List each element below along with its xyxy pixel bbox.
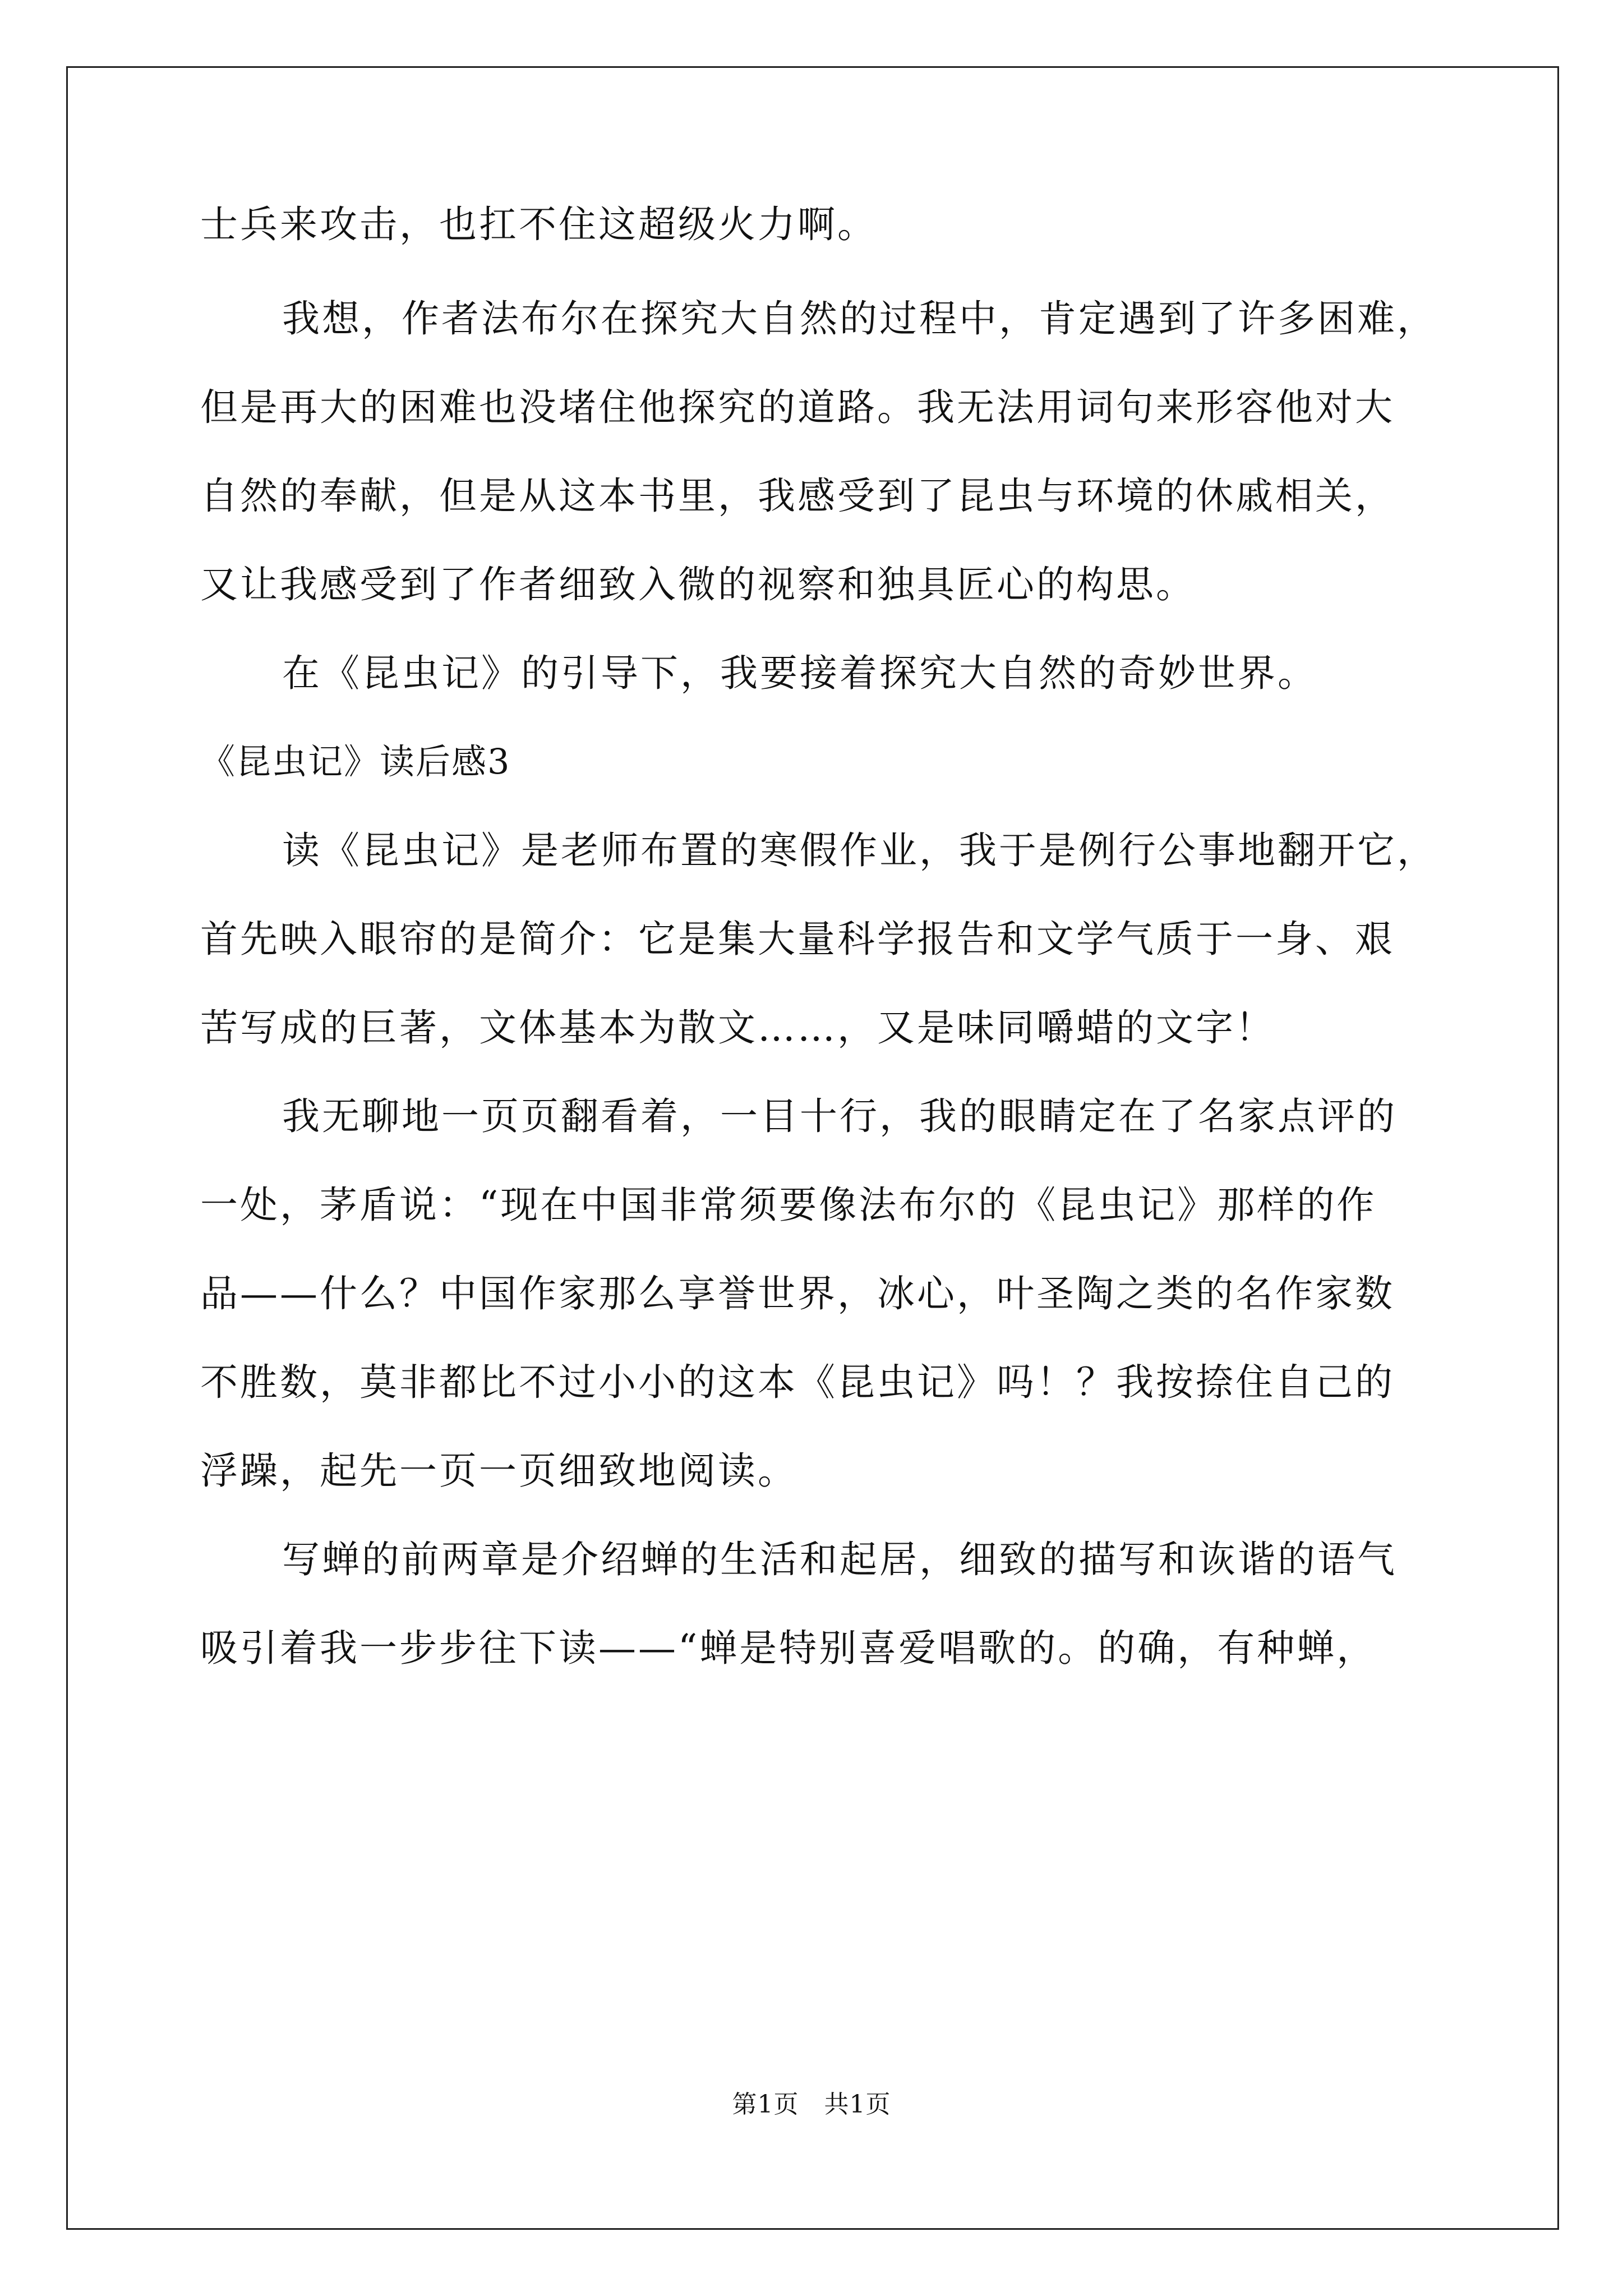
text-line: 浮躁，起先一页一页细致地阅读。 [200,1449,797,1493]
page-number: 第1页 共1页 [732,2090,891,2119]
text-line: 吸引着我一步步往下读——“蝉是特别喜爱唱歌的。的确，有种蝉， [200,1626,1377,1670]
paragraph-start: 我无聊地一页页翻看着，一目十行，我的眼睛定在了名家点评的 [282,1094,1397,1138]
section-heading: 《昆虫记》读后感3 [200,741,511,782]
paragraph-start: 读《昆虫记》是老师布置的寒假作业，我于是例行公事地翻开它， [282,829,1437,872]
text-line: 士兵来攻击，也扛不住这超级火力啊。 [200,203,877,246]
text-line: 一处，茅盾说：“现在中国非常须要像法布尔的《昆虫记》那样的作 [200,1183,1377,1227]
paragraph-start: 我想，作者法布尔在探究大自然的过程中，肯定遇到了许多困难， [282,297,1437,341]
text-line: 但是再大的困难也没堵住他探究的道路。我无法用词句来形容他对大 [200,385,1395,429]
text-line: 又让我感受到了作者细致入微的视察和独具匠心的构思。 [200,563,1196,606]
text-line: 首先映入眼帘的是简介：它是集大量科学报告和文学气质于一身、艰 [200,917,1395,961]
text-line: 不胜数，莫非都比不过小小的这本《昆虫记》吗！？我按捺住自己的 [200,1360,1395,1404]
text-line: 自然的奉献，但是从这本书里，我感受到了昆虫与环境的休戚相关， [200,474,1395,518]
paragraph-start: 写蝉的前两章是介绍蝉的生活和起居，细致的描写和诙谐的语气 [282,1538,1397,1581]
text-line: 苦写成的巨著，文体基本为散文……，又是味同嚼蜡的文字！ [200,1006,1275,1050]
text-line: 品——什么？中国作家那么享誉世界，冰心，叶圣陶之类的名作家数 [200,1272,1395,1315]
paragraph-start: 在《昆虫记》的引导下，我要接着探究大自然的奇妙世界。 [282,651,1317,695]
